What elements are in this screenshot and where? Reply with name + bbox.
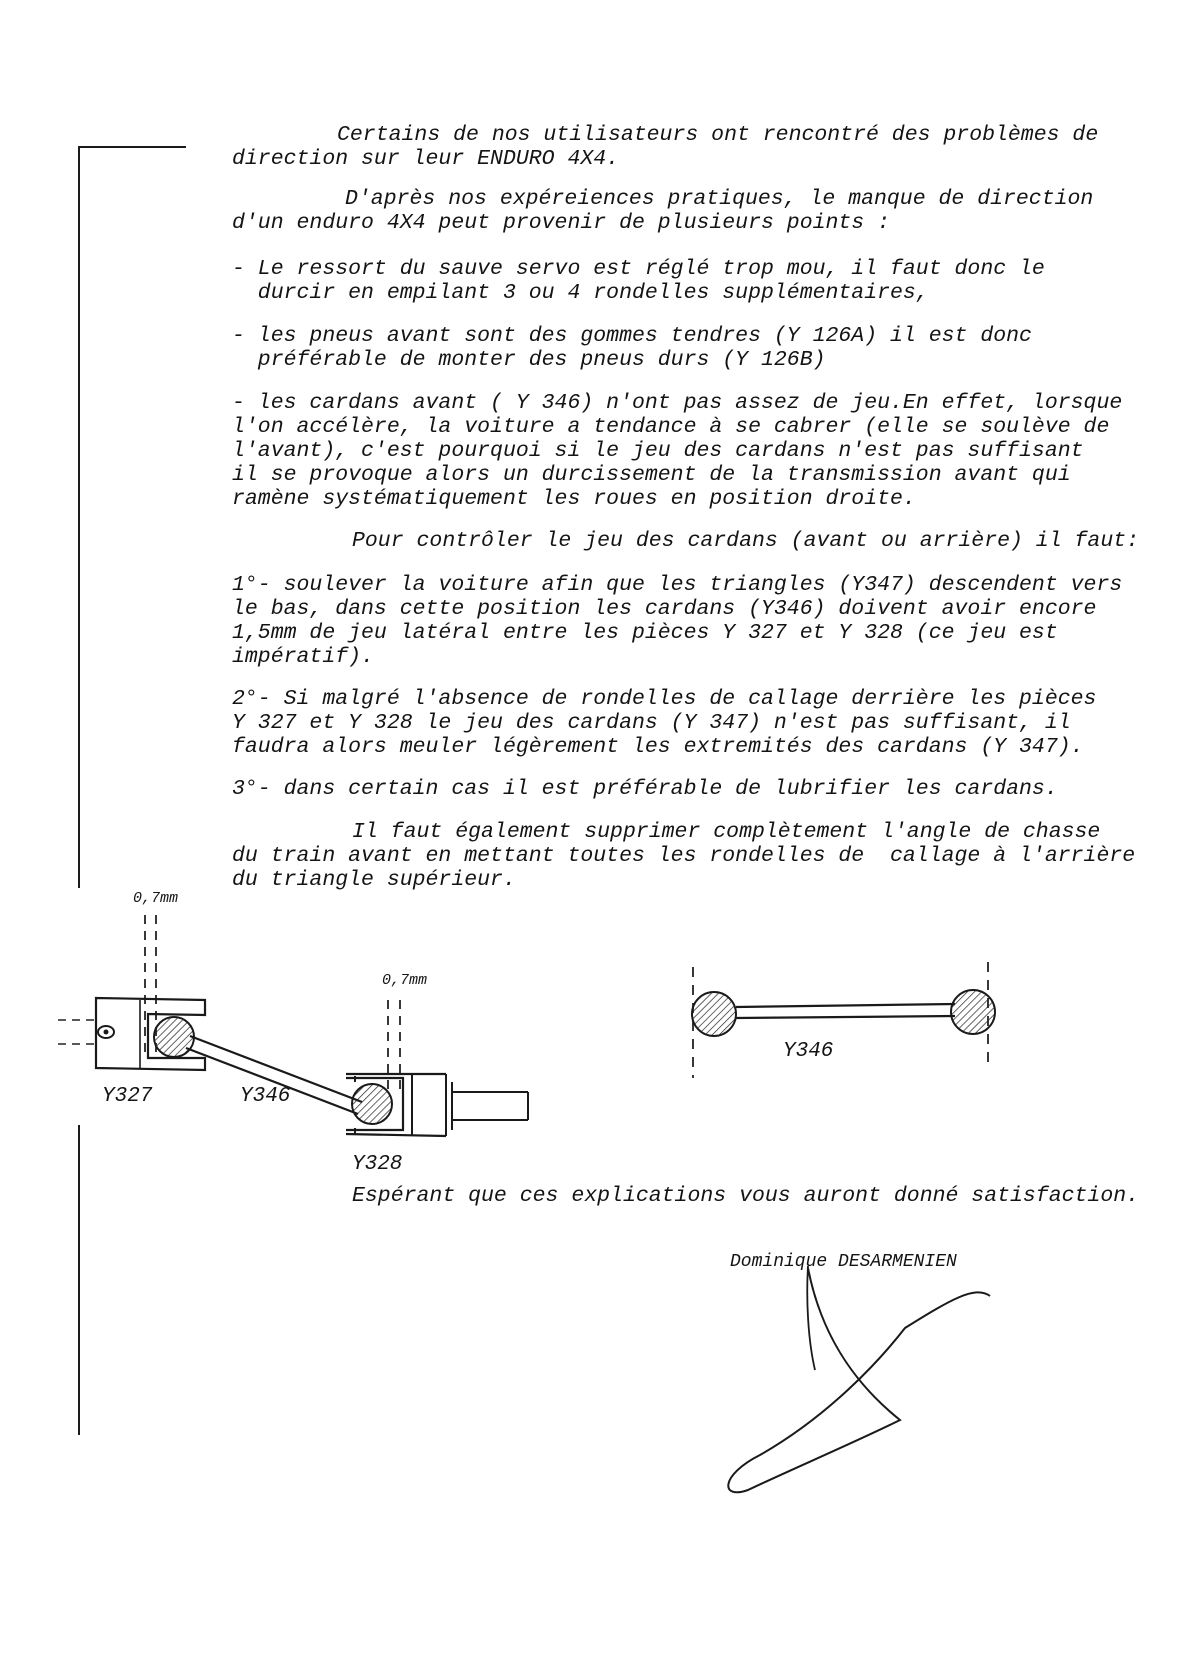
part-label-y328: Y328 [352,1153,403,1176]
ball-joint-right-b [951,990,995,1034]
gap-label-left: 0,7mm [133,890,179,907]
body-line: du triangle supérieur. [232,868,516,892]
part-label-y346-straight: Y346 [783,1040,834,1063]
body-line: préférable de monter des pneus durs (Y 126B) [232,348,826,372]
body-line: 2°- Si malgré l'absence de rondelles de callage derrière les pièces [232,687,1097,711]
body-line: Il faut également supprimer complètement l'angle de chasse [352,820,1101,844]
signature-name: Dominique DESARMENIEN [730,1252,957,1272]
signature-scribble [728,1268,990,1492]
body-line: ramène systématiquement les roues en position droite. [232,487,916,511]
body-line: il se provoque alors un durcissement de la transmission avant qui [232,463,1071,487]
body-line: - les cardans avant ( Y 346) n'ont pas assez de jeu.En effet, lorsque [232,391,1123,415]
body-line: d'un enduro 4X4 peut provenir de plusieurs points : [232,211,891,235]
body-line: l'avant), c'est pourquoi si le jeu des cardans n'est pas suffisant [232,439,1084,463]
body-line: 1,5mm de jeu latéral entre les pièces Y 327 et Y 328 (ce jeu est [232,621,1058,645]
ball-joint-left [154,1017,194,1057]
ball-joint-middle [352,1084,392,1124]
body-line: impératif). [232,645,374,669]
body-line: du train avant en mettant toutes les rondelles de callage à l'arrière [232,844,1136,868]
body-line: faudra alors meuler légèrement les extremités des cardans (Y 347). [232,735,1084,759]
body-line: - Le ressort du sauve servo est réglé trop mou, il faut donc le [232,257,1045,281]
shaft-y346-straight [692,962,995,1078]
body-line: D'après nos expéreiences pratiques, le manque de direction [345,187,1094,211]
part-label-y327: Y327 [102,1085,153,1108]
body-line: durcir en empilant 3 ou 4 rondelles supplémentaires, [232,281,929,305]
body-line: direction sur leur ENDURO 4X4. [232,147,620,171]
gap-label-middle: 0,7mm [382,972,428,989]
ball-joint-right-a [692,992,736,1036]
body-line: l'on accélère, la voiture a tendance à se cabrer (elle se soulève de [232,415,1110,439]
part-label-y346-angled: Y346 [240,1085,291,1108]
body-line: - les pneus avant sont des gommes tendres (Y 126A) il est donc [232,324,1032,348]
body-line: le bas, dans cette position les cardans (Y346) doivent avoir encore [232,597,1097,621]
body-line: 1°- soulever la voiture afin que les triangles (Y347) descendent vers [232,573,1123,597]
body-line: Y 327 et Y 328 le jeu des cardans (Y 347) n'est pas suffisant, il [232,711,1071,735]
body-line: Pour contrôler le jeu des cardans (avant ou arrière) il faut: [352,529,1140,553]
closing-line: Espérant que ces explications vous auront donné satisfaction. [352,1184,1140,1208]
body-line: Certains de nos utilisateurs ont rencontré des problèmes de [337,123,1099,147]
body-line: 3°- dans certain cas il est préférable de lubrifier les cardans. [232,777,1058,801]
